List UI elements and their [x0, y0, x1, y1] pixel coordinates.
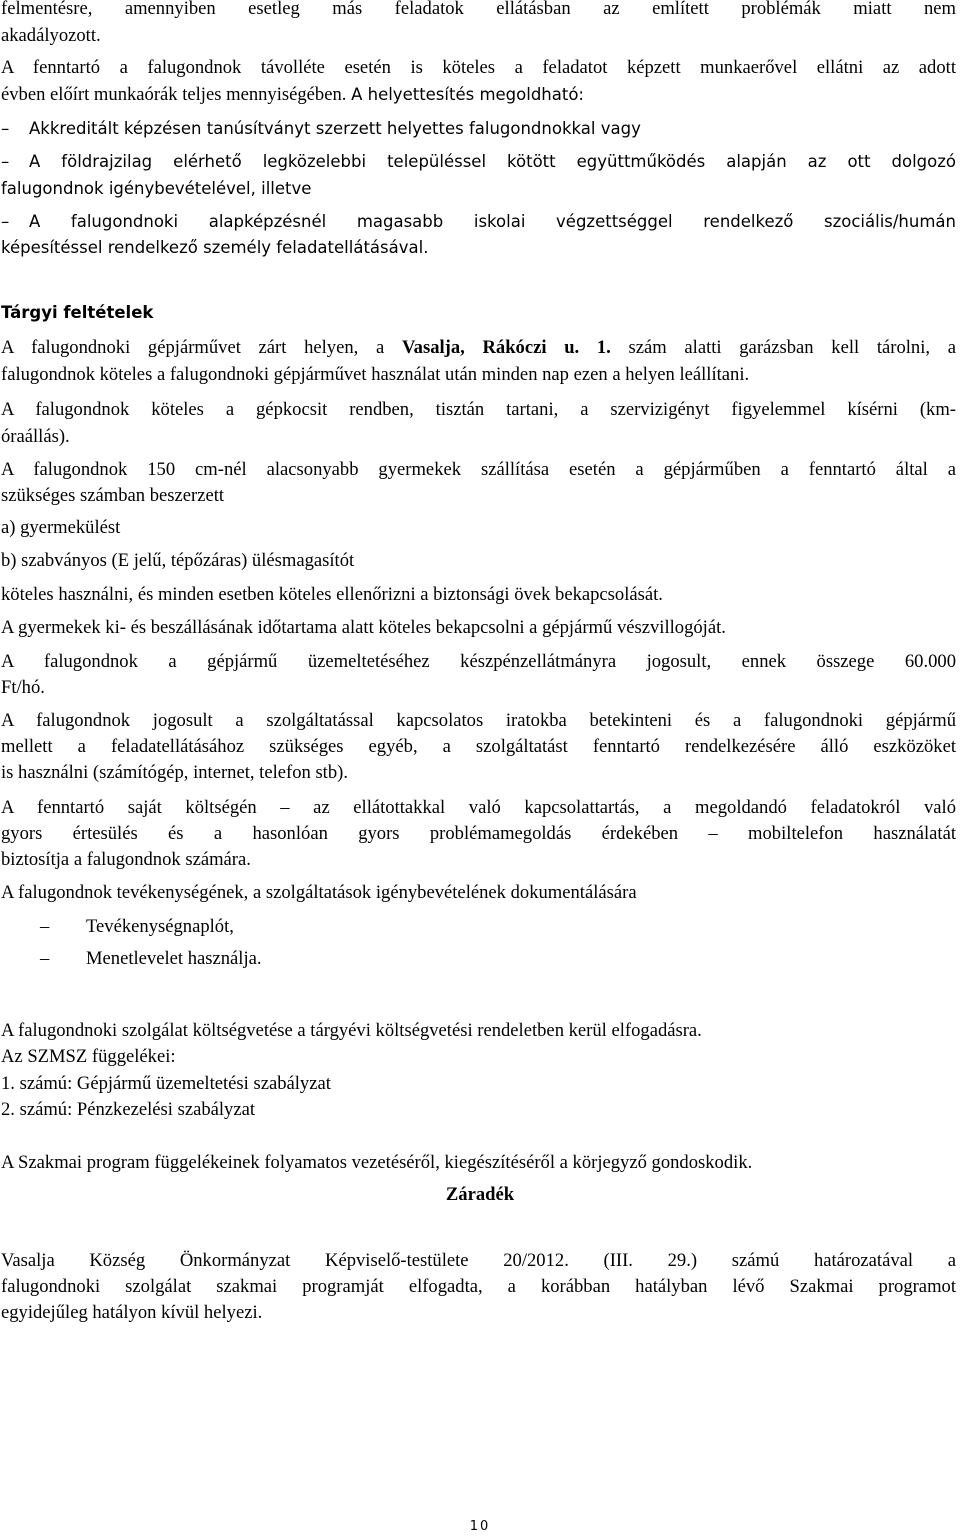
paragraph-line: A gyermekek ki- és beszállásának időtartama alatt köteles bekapcsolni a gépjármű vészvillogóját.	[1, 617, 726, 638]
paragraph-line: óraállás).	[1, 426, 70, 447]
page-number: 10	[469, 1519, 491, 1534]
paragraph-line: gyors értesülés és a hasonlóan gyors problémamegoldás érdekében – mobiltelefon használatát	[1, 823, 956, 844]
paragraph-line: falugondnok köteles a falugondnoki gépjárművet használat után minden nap ezen a helyen leállítani.	[1, 364, 750, 385]
paragraph-line: mellett a feladatellátásához szükséges egyéb, a szolgáltatást fenntartó rendelkezésére álló eszközöket	[1, 736, 956, 757]
paragraph-line: A falugondnok tevékenységének, a szolgáltatások igénybevételének dokumentálására	[1, 882, 637, 903]
paragraph-line: egyidejűleg hatályon kívül helyezi.	[1, 1302, 263, 1323]
bullet-item: – Menetlevelet használja.	[40, 948, 262, 969]
paragraph-line: A fenntartó saját költségén – az ellátottakkal való kapcsolattartás, a megoldandó feladatokról való	[1, 797, 956, 818]
paragraph-line: 1. számú: Gépjármű üzemeltetési szabályzat	[1, 1073, 331, 1094]
paragraph-line: felmentésre, amennyiben esetleg más feladatok ellátásban az említett problémák miatt nem	[1, 0, 956, 19]
paragraph-line: Vasalja Község Önkormányzat Képviselő-testülete 20/2012. (III. 29.) számú határozatával a	[1, 1250, 956, 1271]
dash-item-1: – Akkreditált képzésen tanúsítványt szerzett helyettes falugondnokkal vagy	[1, 119, 641, 138]
list-item: a) gyermekülést	[1, 517, 121, 538]
paragraph-line: A fenntartó a falugondnok távolléte esetén is köteles a feladatot képzett munkaerővel ellátni az adott	[1, 57, 956, 78]
bullet-item: – Tevékenységnaplót,	[40, 916, 234, 937]
paragraph-line: A falugondnoki szolgálat költségvetése a tárgyévi költségvetési rendeletben kerül elfogadásra.	[1, 1020, 702, 1041]
paragraph-line: is használni (számítógép, internet, telefon stb).	[1, 762, 348, 783]
section-heading: Záradék	[445, 1184, 515, 1205]
paragraph-line: 2. számú: Pénzkezelési szabályzat	[1, 1099, 256, 1120]
dash-item-2: – A földrajzilag elérhető legközelebbi településsel kötött együttműködés alapján az ott dolgozó	[1, 152, 956, 171]
paragraph-line: akadályozott.	[1, 25, 101, 46]
paragraph-line: A falugondnok 150 cm-nél alacsonyabb gyermekek szállítása esetén a gépjárműben a fenntartó által a	[1, 459, 956, 480]
paragraph-line: évben előírt munkaórák teljes mennyiségében. A helyettesítés megoldható:	[1, 84, 584, 105]
paragraph-line: A Szakmai program függelékeinek folyamatos vezetéséről, kiegészítéséről a körjegyző gondoskodik.	[1, 1152, 753, 1173]
paragraph-line: A falugondnoki gépjárművet zárt helyen, a Vasalja, Rákóczi u. 1. szám alatti garázsban kell tárolni, a	[1, 337, 956, 358]
paragraph-line: falugondnoki szolgálat szakmai programját elfogadta, a korábban hatályban lévő Szakmai programot	[1, 1276, 956, 1297]
paragraph-line: A falugondnok a gépjármű üzemeltetéséhez készpénzellátmányra jogosult, ennek összege 60.000	[1, 651, 956, 672]
paragraph-line: Ft/hó.	[1, 677, 45, 698]
paragraph-line: képesítéssel rendelkező személy feladatellátásával.	[1, 238, 429, 257]
dash-item-3: – A falugondnoki alapképzésnél magasabb iskolai végzettséggel rendelkező szociális/humán	[1, 212, 956, 231]
paragraph-line: A falugondnok köteles a gépkocsit rendben, tisztán tartani, a szervizigényt figyelemmel kísérni (km-	[1, 399, 956, 420]
list-item: b) szabványos (E jelű, tépőzáras) ülésmagasítót	[1, 550, 355, 571]
paragraph-line: szükséges számban beszerzett	[1, 485, 225, 506]
paragraph-line: A falugondnok jogosult a szolgáltatással kapcsolatos iratokba betekinteni és a falugondnoki gépjármű	[1, 710, 956, 731]
paragraph-line: Az SZMSZ függelékei:	[1, 1046, 176, 1067]
paragraph-line: biztosítja a falugondnok számára.	[1, 849, 251, 870]
paragraph-line: köteles használni, és minden esetben köteles ellenőrizni a biztonsági övek bekapcsolását.	[1, 584, 663, 605]
section-heading: Tárgyi feltételek	[1, 303, 154, 322]
paragraph-line: falugondnok igénybevételével, illetve	[1, 179, 312, 198]
